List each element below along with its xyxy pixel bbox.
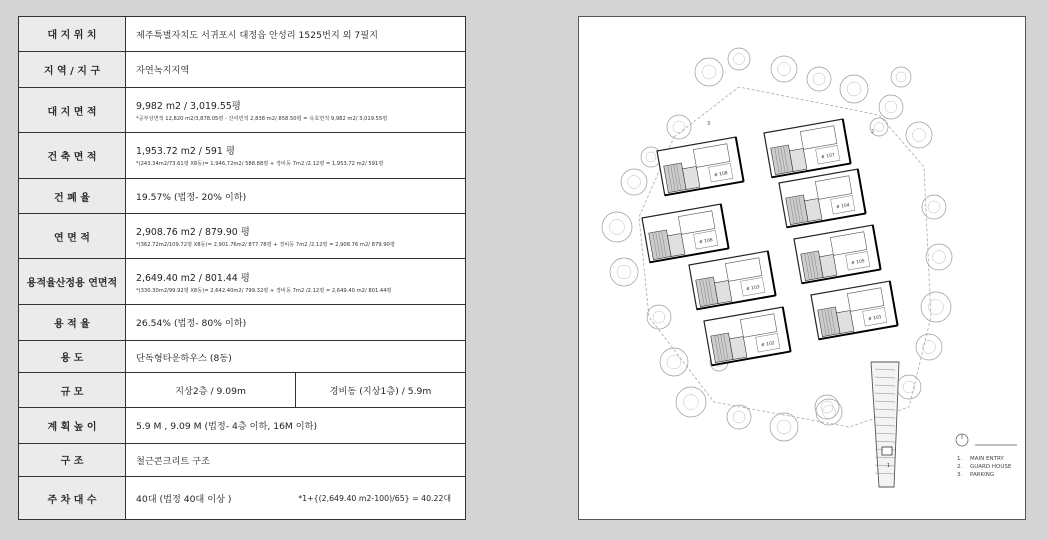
row-far [19,305,466,341]
value-scale-guard: 경비동 (지상1층) / 5.9m [296,373,466,408]
tree-icon [847,82,861,96]
unit-label: # 105 [850,259,866,267]
floor-area-note: *(362.72m2/109.72평 X8동)= 2,901.76m2/ 877.78평 + 경비동 7m2 /2.12평 = 2,908.76 m2/ 879.90평 [136,242,395,249]
tree-icon [602,212,632,242]
value-far-floor-area [126,259,466,305]
value-use: 단독형타운하우스 (8동) [126,340,466,373]
unit-label: # 101 [867,315,883,323]
legend-num-3: 3. [957,472,963,478]
row-coverage [19,178,466,214]
legend-num-2: 2. [957,464,963,470]
tree-icon [875,123,884,132]
tree-icon [617,265,631,279]
tree-icon [673,121,685,133]
tree-icon [777,420,791,434]
value-zone: 자연녹지지역 [126,51,466,88]
tree-icon [646,152,656,162]
row-structure [19,443,466,477]
label-use: 용 도 [19,340,126,373]
far-floor-area-note: *(330.30m2/99.92평 X8동)= 2,642.40m2/ 799.32평 + 경비동 7m2 /2.12평 = 2,649.40 m2/ 801.44평 [136,287,392,294]
label-zone: 지 역 / 지 구 [19,51,126,88]
spec-table [18,16,466,520]
townhouse-unit [794,225,881,283]
tree-icon [702,65,716,79]
building-area-note: *(243.34m2/73.61평 X8동)= 1,946.72m2/ 588.88평 + 경비동 7m2 /2.12평 = 1,953.72 m2/ 591평 [136,161,384,168]
tree-icon [610,220,625,235]
unit-label: # 103 [745,285,761,293]
tree-icon [621,169,647,195]
label-site-location: 대 지 위 치 [19,17,126,52]
value-site-area [126,88,466,133]
tree-icon [906,122,932,148]
townhouse-unit [704,307,791,365]
tree-icon [695,58,723,86]
legend-num-1: 1. [957,456,963,462]
tree-icon [879,95,903,119]
parking-main: 40대 (법정 40대 이상 ) [136,494,232,506]
parking-note: *1+{(2,649.40 m2-100)/65} = 40.22대 [298,493,451,503]
value-structure: 철근콘크리트 구조 [126,443,466,477]
site-plan-panel [578,16,1026,520]
unit-label: # 102 [760,341,776,349]
far-floor-area-main: 2,649.40 m2 / 801.44 평 [136,272,250,284]
tree-icon [933,251,946,264]
site-area-note: *공부상면적 12,820 m2/3,878.05평 - 잔여면적 2,838 m2/ 858.50평 = 유효면적 9,982 m2/ 3,019.55평 [136,116,388,123]
tree-icon [771,56,797,82]
site-plan [579,17,1025,519]
buildings [642,119,898,455]
row-building-area [19,133,466,179]
plan-mark-2: 2 [871,129,875,135]
tree-icon [653,311,665,323]
tree-icon [728,48,750,70]
label-parking: 주 차 대 수 [19,477,126,520]
label-coverage: 건 폐 율 [19,178,126,214]
tree-icon [770,413,798,441]
legend-parking: PARKING [970,472,995,478]
tree-icon [815,395,839,419]
floor-area-main: 2,908.76 m2 / 879.90 평 [136,227,250,239]
tree-icon [734,54,745,65]
label-building-area: 건 축 면 적 [19,133,126,179]
label-structure: 구 조 [19,443,126,477]
legend-main-entry: MAIN ENTRY [970,456,1004,462]
legend-guard-house: GUARD HOUSE [970,464,1012,470]
label-scale: 규 모 [19,373,126,408]
tree-icon [676,387,706,417]
tree-icon [667,355,681,369]
plan-mark-3: 3 [707,121,711,127]
row-floor-area [19,214,466,259]
tree-icon [684,395,699,410]
tree-icon [928,201,940,213]
tree-icon [926,244,952,270]
row-site-area [19,88,466,133]
tree-icon [929,300,944,315]
row-use [19,340,466,373]
tree-icon [813,73,825,85]
label-far: 용 적 율 [19,305,126,341]
value-scale-main: 지상2층 / 9.09m [126,373,296,408]
entry-road [871,362,899,487]
row-height [19,407,466,443]
tree-icon [727,405,751,429]
value-height: 5.9 M , 9.09 M (법정- 4층 이하, 16M 이하) [126,407,466,443]
row-site-location [19,17,466,52]
building-area-main: 1,953.72 m2 / 591 평 [136,146,235,158]
value-site-location: 제주특별자치도 서귀포시 대정읍 안성리 1525번지 외 7필지 [126,17,466,52]
unit-label: # 108 [713,171,729,179]
tree-icon [778,63,791,76]
tree-icon [610,258,638,286]
townhouse-unit [811,281,898,339]
tree-icon [628,176,641,189]
tree-icon [823,406,836,419]
tree-icon [840,75,868,103]
value-parking [126,477,466,520]
unit-label: # 107 [820,153,836,161]
spec-sheet [18,16,466,520]
value-coverage: 19.57% (법정- 20% 이하) [126,178,466,214]
townhouse-unit [779,169,866,227]
tree-icon [897,375,921,399]
value-building-area [126,133,466,179]
tree-icon [807,67,831,91]
townhouse-unit [689,251,776,309]
site-area-main: 9,982 m2 / 3,019.55평 [136,101,241,113]
row-parking [19,477,466,520]
tree-icon [896,72,906,82]
unit-label: # 104 [835,203,851,211]
tree-icon [913,129,926,142]
label-far-floor-area: 용적율산정용 연면적 [19,259,126,305]
tree-icon [891,67,911,87]
label-site-area: 대 지 면 적 [19,88,126,133]
plan-mark-1: 1 [887,463,891,469]
label-floor-area: 연 면 적 [19,214,126,259]
guard-house [882,447,892,455]
label-height: 계 획 높 이 [19,407,126,443]
tree-icon [916,334,942,360]
townhouse-unit [642,204,729,262]
row-scale [19,373,466,408]
tree-icon [923,341,936,354]
tree-icon [885,101,897,113]
value-floor-area [126,214,466,259]
tree-icon [733,411,745,423]
tree-icon [647,305,671,329]
tree-icon [921,292,951,322]
unit-label: # 106 [698,238,714,246]
row-zone [19,51,466,88]
row-far-floor-area [19,259,466,305]
value-far: 26.54% (법정- 80% 이하) [126,305,466,341]
townhouse-unit [764,119,851,177]
